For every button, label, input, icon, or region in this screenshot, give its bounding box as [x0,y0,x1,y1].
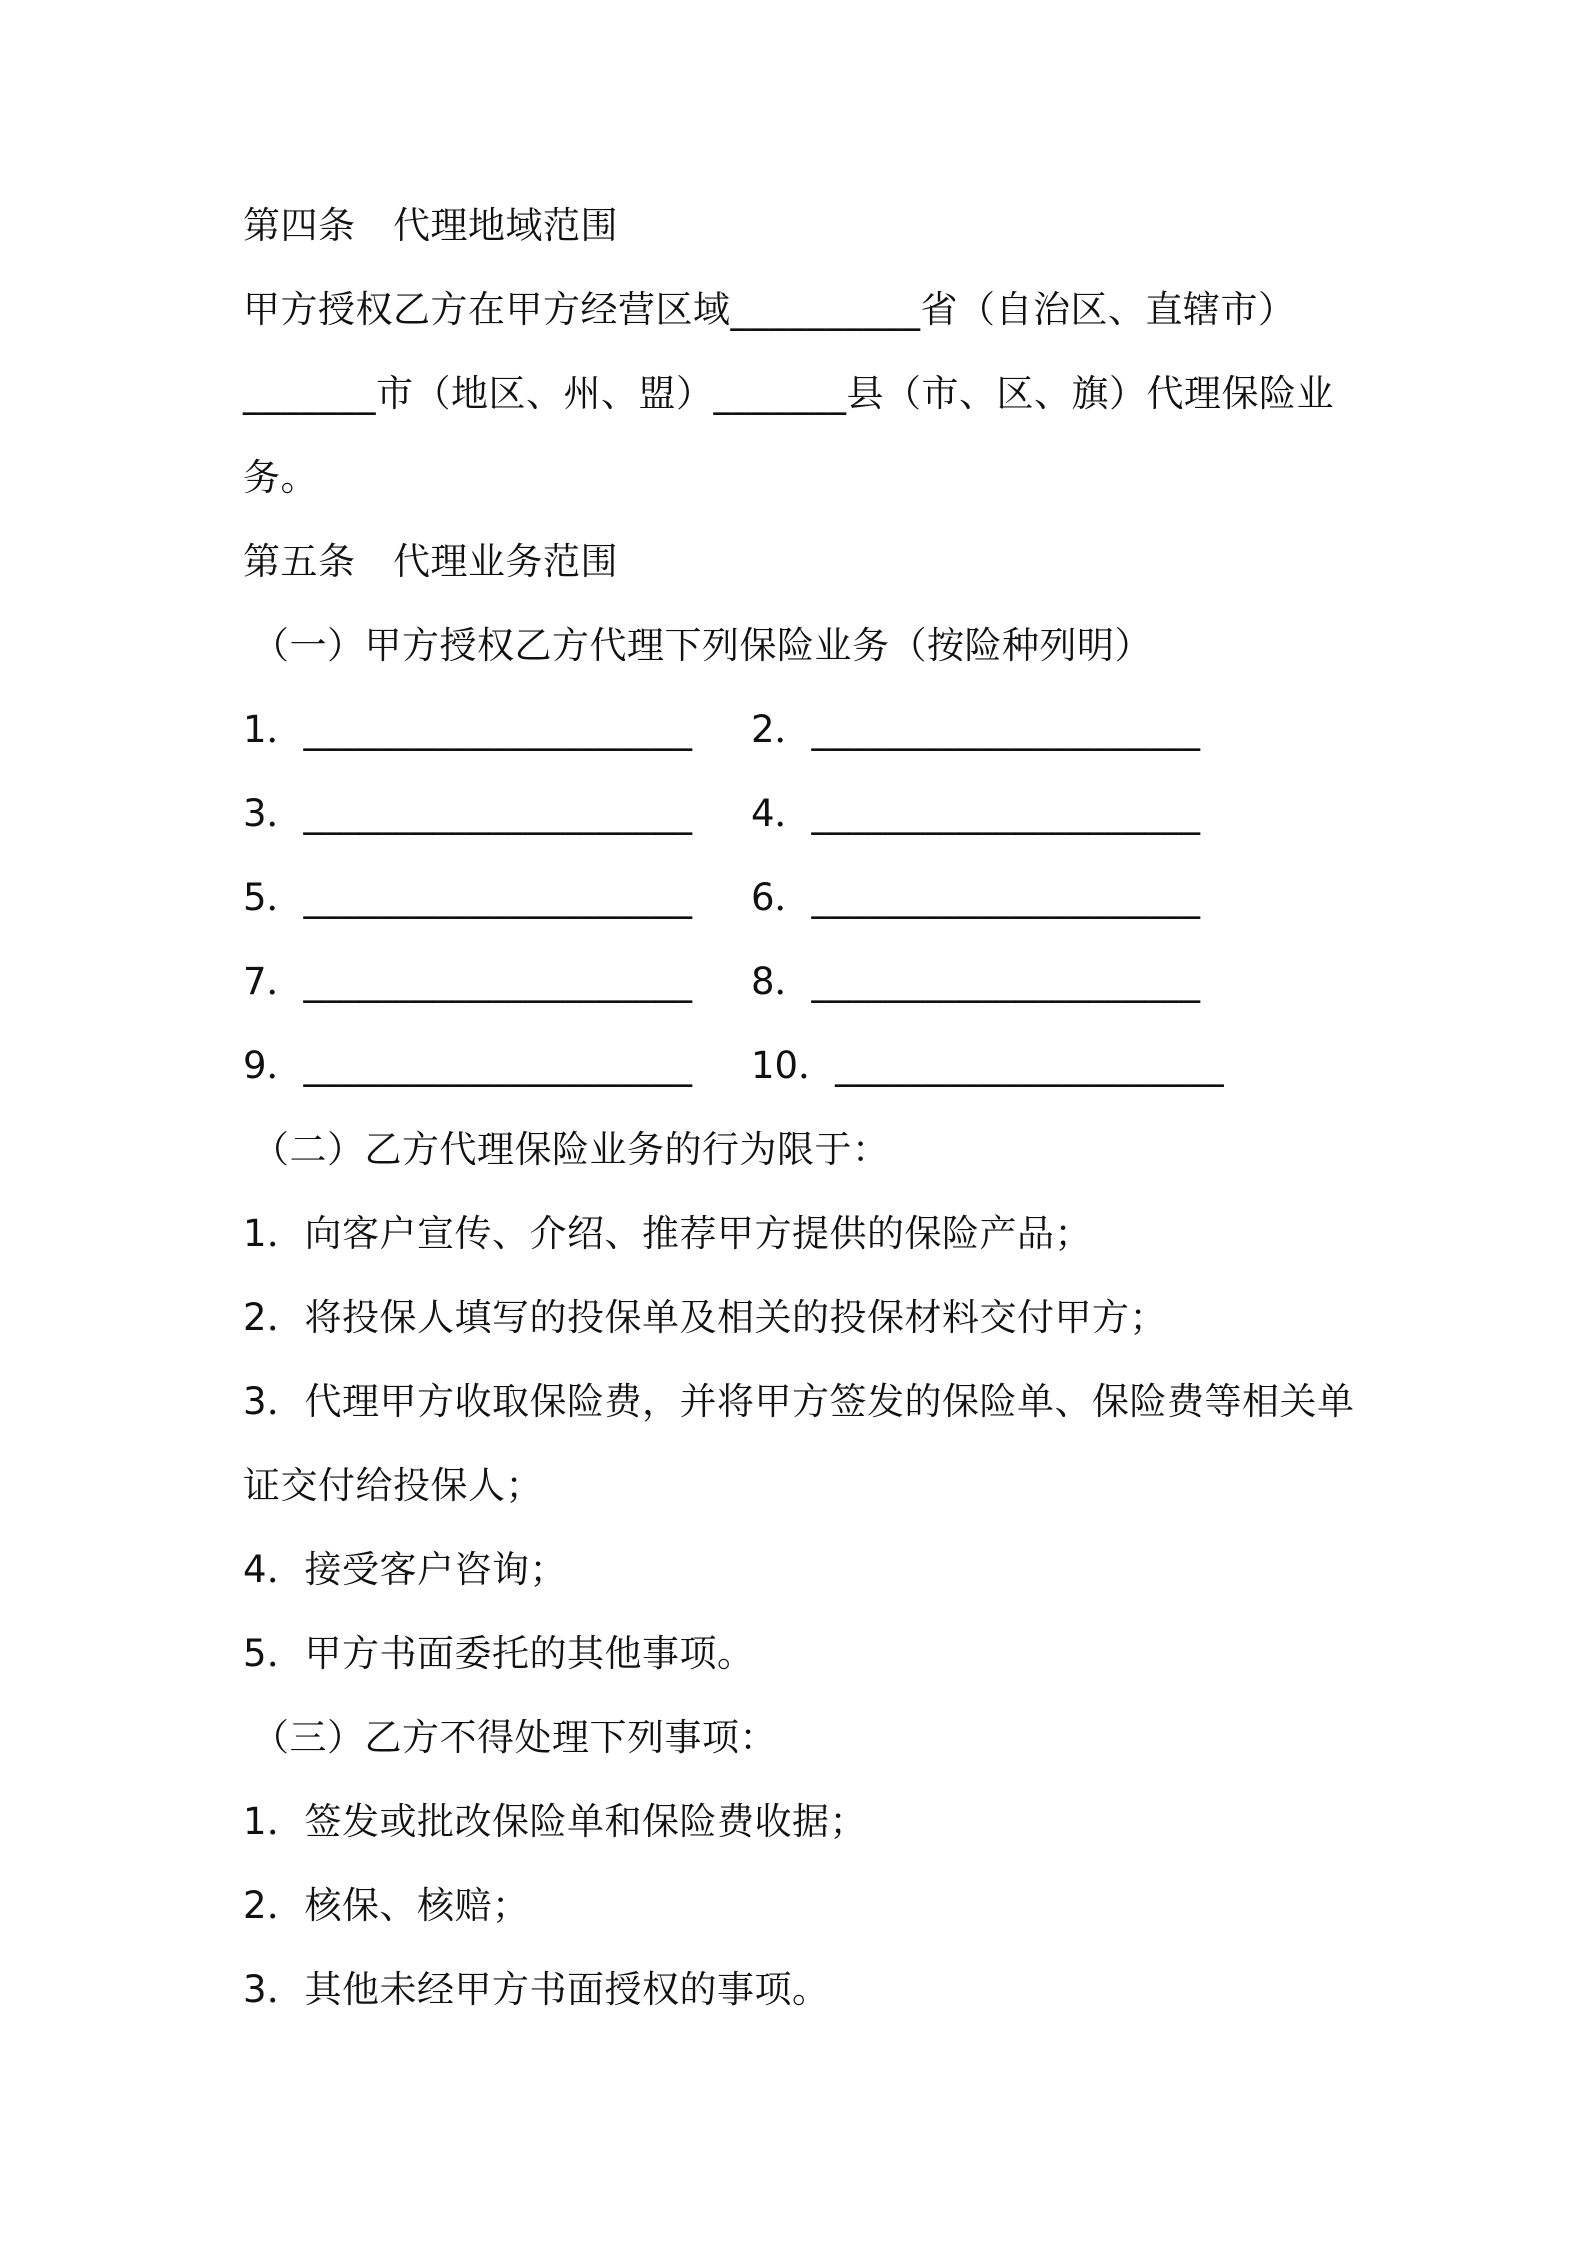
article4-paragraph-line3: 务。 [243,456,318,499]
insurance-type-blank: 8．_____________________ [751,960,1201,1003]
insurance-type-blank: 10．_____________________ [751,1044,1224,1087]
insurance-type-blank: 5．_____________________ [243,876,693,919]
insurance-type-blank: 7．_____________________ [243,960,693,1003]
section3-item: 3．其他未经甲方书面授权的事项。 [243,1968,830,2011]
article5-heading: 第五条 代理业务范围 [243,540,618,583]
insurance-type-blank: 3．_____________________ [243,792,693,835]
section2-title: （二）乙方代理保险业务的行为限于： [252,1128,890,1171]
section2-item: 1．向客户宣传、介绍、推荐甲方提供的保险产品； [243,1212,1093,1255]
article4-paragraph-line1: 甲方授权乙方在甲方经营区域__________省（自治区、直辖市） [243,288,1296,331]
insurance-type-blank: 2．_____________________ [751,708,1201,751]
section1-title: （一）甲方授权乙方代理下列保险业务（按险种列明） [252,624,1152,667]
article4-paragraph-line2: _______市（地区、州、盟）_______县（市、区、旗）代理保险业 [243,372,1334,415]
section2-item: 2．将投保人填写的投保单及相关的投保材料交付甲方； [243,1296,1168,1339]
insurance-type-blank: 6．_____________________ [751,876,1201,919]
section2-item: 5．甲方书面委托的其他事项。 [243,1632,755,1675]
section3-title: （三）乙方不得处理下列事项： [252,1716,777,1759]
insurance-type-blank: 9．_____________________ [243,1044,693,1087]
article4-heading: 第四条 代理地域范围 [243,204,618,247]
section2-item: 证交付给投保人； [243,1464,543,1507]
section3-item: 2．核保、核赔； [243,1884,530,1927]
section2-item: 4．接受客户咨询； [243,1548,568,1591]
insurance-type-blank: 1．_____________________ [243,708,693,751]
section2-item: 3．代理甲方收取保险费，并将甲方签发的保险单、保险费等相关单 [243,1380,1355,1423]
section3-item: 1．签发或批改保险单和保险费收据； [243,1800,868,1843]
insurance-type-blank: 4．_____________________ [751,792,1201,835]
